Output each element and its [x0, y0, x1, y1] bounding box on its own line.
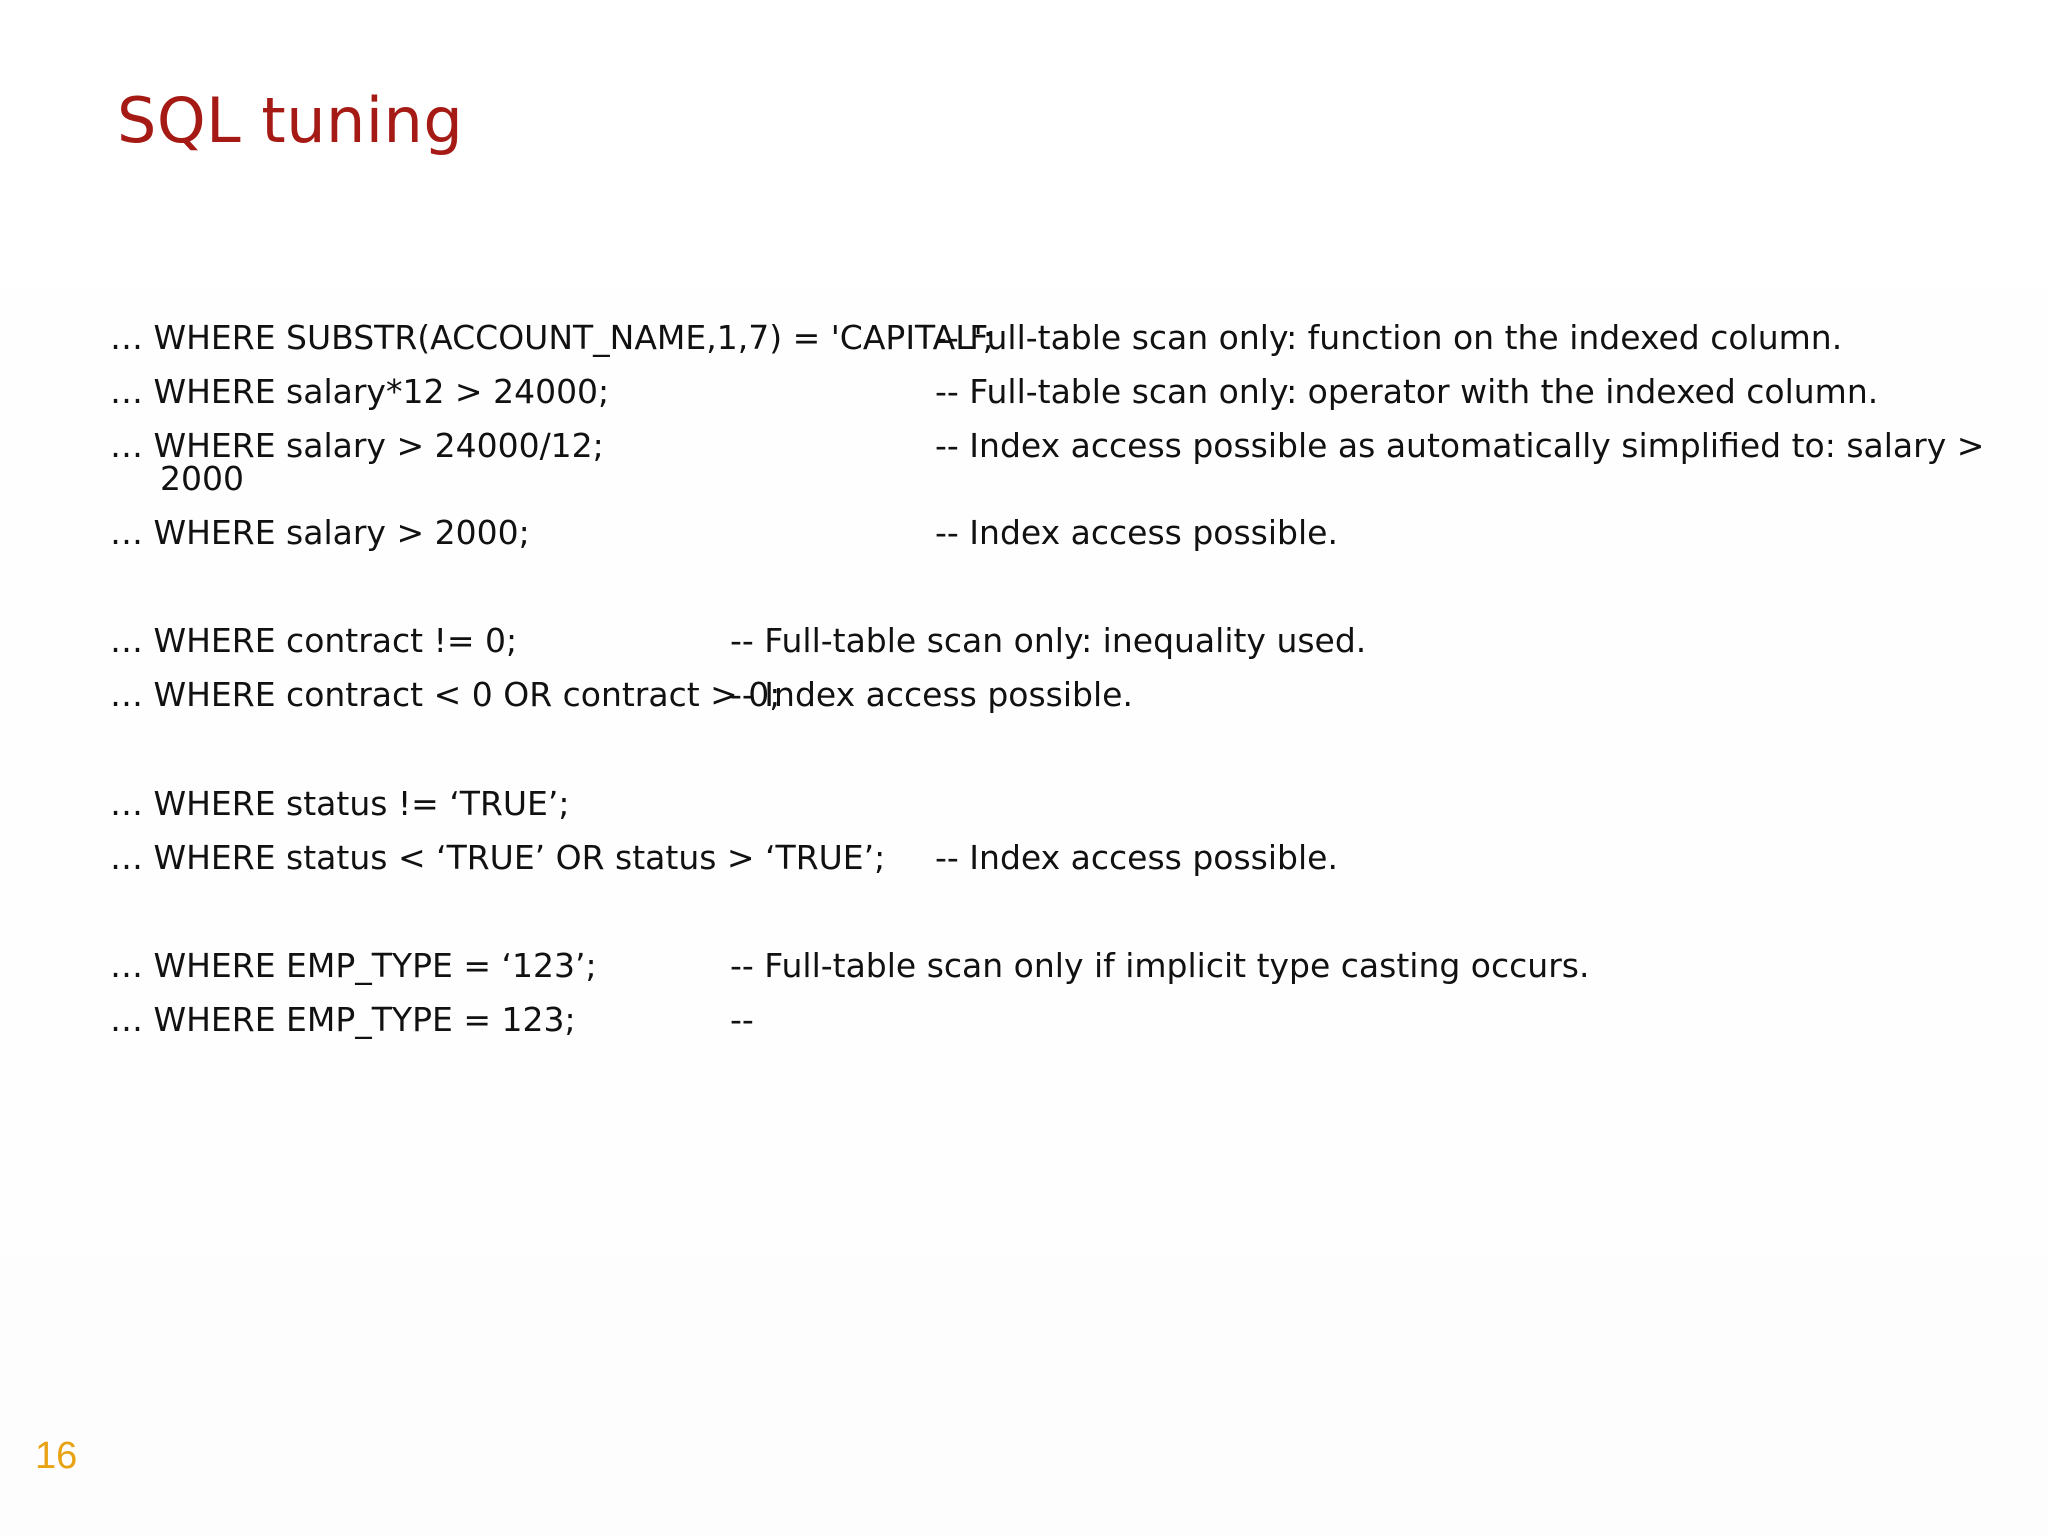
- sql-code: … WHERE contract != 0;: [110, 621, 518, 660]
- sql-code: … WHERE status < ‘TRUE’ OR status > ‘TRUE’;: [110, 838, 886, 877]
- sql-code: … WHERE contract < 0 OR contract > 0;: [110, 675, 781, 714]
- sql-comment: -- Index access possible.: [730, 675, 1133, 714]
- sql-code: … WHERE SUBSTR(ACCOUNT_NAME,1,7) = 'CAPITAL';: [110, 318, 994, 357]
- sql-comment: -- Full-table scan only: operator with the indexed column.: [935, 372, 1879, 411]
- sql-comment: -- Index access possible as automatically simplified to: salary >: [935, 426, 1985, 465]
- sql-comment: -- Index access possible.: [935, 513, 1338, 552]
- sql-code: … WHERE salary > 24000/12;: [110, 426, 604, 465]
- slide-title: SQL tuning: [117, 84, 464, 157]
- sql-code: … WHERE EMP_TYPE = ‘123’;: [110, 946, 597, 985]
- sql-code: … WHERE salary*12 > 24000;: [110, 372, 610, 411]
- page-number: 16: [35, 1435, 78, 1477]
- sql-code: … WHERE status != ‘TRUE’;: [110, 784, 570, 823]
- sql-code: … WHERE EMP_TYPE = 123;: [110, 1000, 576, 1039]
- sql-comment: -- Full-table scan only if implicit type casting occurs.: [730, 946, 1590, 985]
- sql-code: … WHERE salary > 2000;: [110, 513, 530, 552]
- sql-comment: -- Index access possible.: [935, 838, 1338, 877]
- wrapped-text: 2000: [160, 459, 244, 498]
- sql-comment: -- Full-table scan only: function on the indexed column.: [935, 318, 1843, 357]
- sql-comment: -- Full-table scan only: inequality used.: [730, 621, 1367, 660]
- sql-comment: --: [730, 1000, 754, 1039]
